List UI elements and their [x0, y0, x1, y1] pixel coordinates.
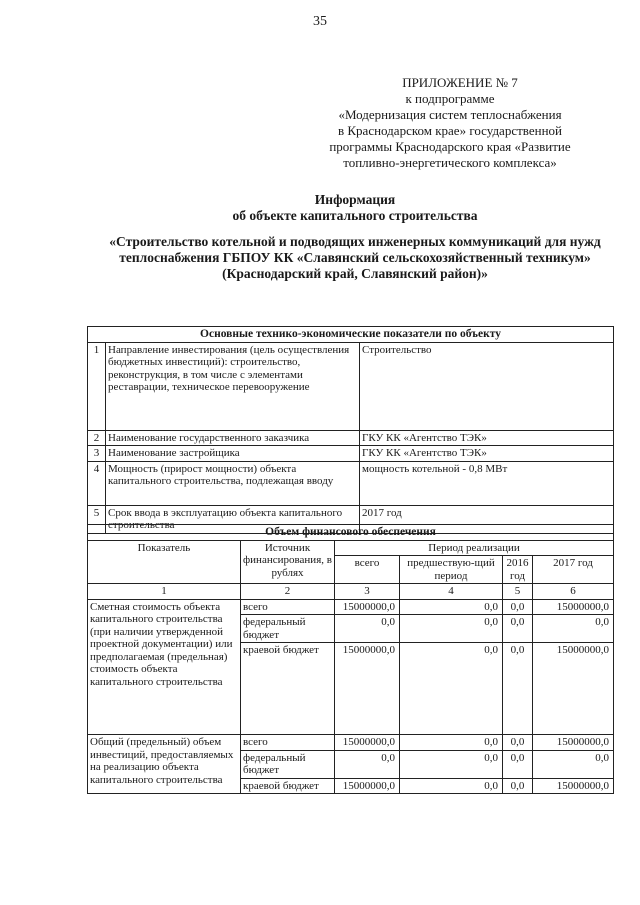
row-value: ГКУ КК «Агентство ТЭК» — [360, 430, 614, 446]
row-number: 3 — [88, 446, 106, 462]
row-number: 5 — [88, 505, 106, 533]
total-cell: 15000000,0 — [335, 735, 400, 751]
col-2016: 2016 год — [503, 556, 533, 584]
row-value: 2017 год — [360, 505, 614, 533]
row-number: 1 — [88, 342, 106, 430]
col-num: 5 — [503, 584, 533, 600]
col-prev: предшествую-щий период — [400, 556, 503, 584]
col-num: 4 — [400, 584, 503, 600]
row-value: Строительство — [360, 342, 614, 430]
table-row — [88, 446, 614, 462]
prev-cell: 0,0 — [400, 615, 503, 643]
appendix-line: программы Краснодарского края «Развитие — [329, 139, 571, 154]
prev-cell: 0,0 — [400, 599, 503, 615]
y2016-cell: 0,0 — [503, 750, 533, 778]
appendix-line: «Модернизация систем теплоснабжения — [338, 107, 562, 122]
y2016-cell: 0,0 — [503, 643, 533, 735]
document-title — [95, 192, 615, 282]
y2017-cell: 0,0 — [533, 615, 614, 643]
page-number: 35 — [313, 14, 327, 29]
row-number: 4 — [88, 461, 106, 505]
col-num: 6 — [533, 584, 614, 600]
title-line: об объекте капитального строительства — [232, 208, 478, 223]
prev-cell: 0,0 — [400, 750, 503, 778]
col-num: 2 — [241, 584, 335, 600]
table-row — [88, 430, 614, 446]
col-2017: 2017 год — [533, 556, 614, 584]
source-cell: всего — [241, 735, 335, 751]
y2016-cell: 0,0 — [503, 615, 533, 643]
appendix-block — [300, 75, 600, 171]
total-cell: 0,0 — [335, 615, 400, 643]
finance-header: Объем финансового обеспечения — [88, 525, 614, 541]
y2016-cell: 0,0 — [503, 735, 533, 751]
source-cell: всего — [241, 599, 335, 615]
col-total: всего — [335, 556, 400, 584]
col-num: 1 — [88, 584, 241, 600]
y2017-cell: 15000000,0 — [533, 643, 614, 735]
row-label: Мощность (прирост мощности) объекта капитального строительства, подлежащая вводу — [106, 461, 360, 505]
indicators-header: Основные технико-экономические показатели по объекту — [88, 327, 614, 343]
y2017-cell: 15000000,0 — [533, 778, 614, 794]
finance-table — [87, 524, 614, 794]
table-row — [88, 599, 614, 615]
column-numbers-row — [88, 584, 614, 600]
col-source: Источник финансирования, в рублях — [241, 540, 335, 584]
y2017-cell: 15000000,0 — [533, 735, 614, 751]
source-cell: федеральный бюджет — [241, 750, 335, 778]
col-period: Период реализации — [335, 540, 614, 556]
row-label: Направление инвестирования (цель осуществления бюджетных инвестиций): строительство, реконструкция, в том числе с элементами реставрации, техническое перевооружение — [106, 342, 360, 430]
total-cell: 15000000,0 — [335, 643, 400, 735]
row-label: Наименование застройщика — [106, 446, 360, 462]
title-line: Информация — [314, 192, 396, 207]
object-name: «Строительство котельной и подводящих инженерных коммуникаций для нужд теплоснабжения ГБПОУ КК «Славянский сельскохозяйственный техникум» (Краснодарский край, Славянский район)» — [109, 234, 601, 281]
row-label: Наименование государственного заказчика — [106, 430, 360, 446]
prev-cell: 0,0 — [400, 778, 503, 794]
total-cell: 0,0 — [335, 750, 400, 778]
y2016-cell: 0,0 — [503, 778, 533, 794]
y2017-cell: 0,0 — [533, 750, 614, 778]
appendix-line: в Краснодарском крае» государственной — [338, 123, 562, 138]
row-number: 2 — [88, 430, 106, 446]
source-cell: краевой бюджет — [241, 778, 335, 794]
row-value: ГКУ КК «Агентство ТЭК» — [360, 446, 614, 462]
y2017-cell: 15000000,0 — [533, 599, 614, 615]
source-cell: краевой бюджет — [241, 643, 335, 735]
total-cell: 15000000,0 — [335, 599, 400, 615]
appendix-title: ПРИЛОЖЕНИЕ № 7 — [402, 75, 518, 90]
col-num: 3 — [335, 584, 400, 600]
table-row — [88, 342, 614, 430]
prev-cell: 0,0 — [400, 735, 503, 751]
table-row — [88, 735, 614, 751]
source-cell: федеральный бюджет — [241, 615, 335, 643]
appendix-line: к подпрограмме — [405, 91, 495, 106]
row-label: Срок ввода в эксплуатацию объекта капитального строительства — [106, 505, 360, 533]
y2016-cell: 0,0 — [503, 599, 533, 615]
total-cell: 15000000,0 — [335, 778, 400, 794]
appendix-line: топливно-энергетического комплекса» — [343, 155, 557, 170]
table-row — [88, 461, 614, 505]
indicators-table — [87, 326, 614, 534]
indicator-cell: Сметная стоимость объекта капитального строительства (при наличии утвержденной проектной документации) или предполагаемая (предельная) стоимость объекта капитального строительства — [88, 599, 241, 735]
indicator-cell: Общий (предельный) объем инвестиций, предоставляемых на реализацию объекта капитального строительства — [88, 735, 241, 794]
prev-cell: 0,0 — [400, 643, 503, 735]
col-indicator: Показатель — [88, 540, 241, 584]
row-value: мощность котельной - 0,8 МВт — [360, 461, 614, 505]
